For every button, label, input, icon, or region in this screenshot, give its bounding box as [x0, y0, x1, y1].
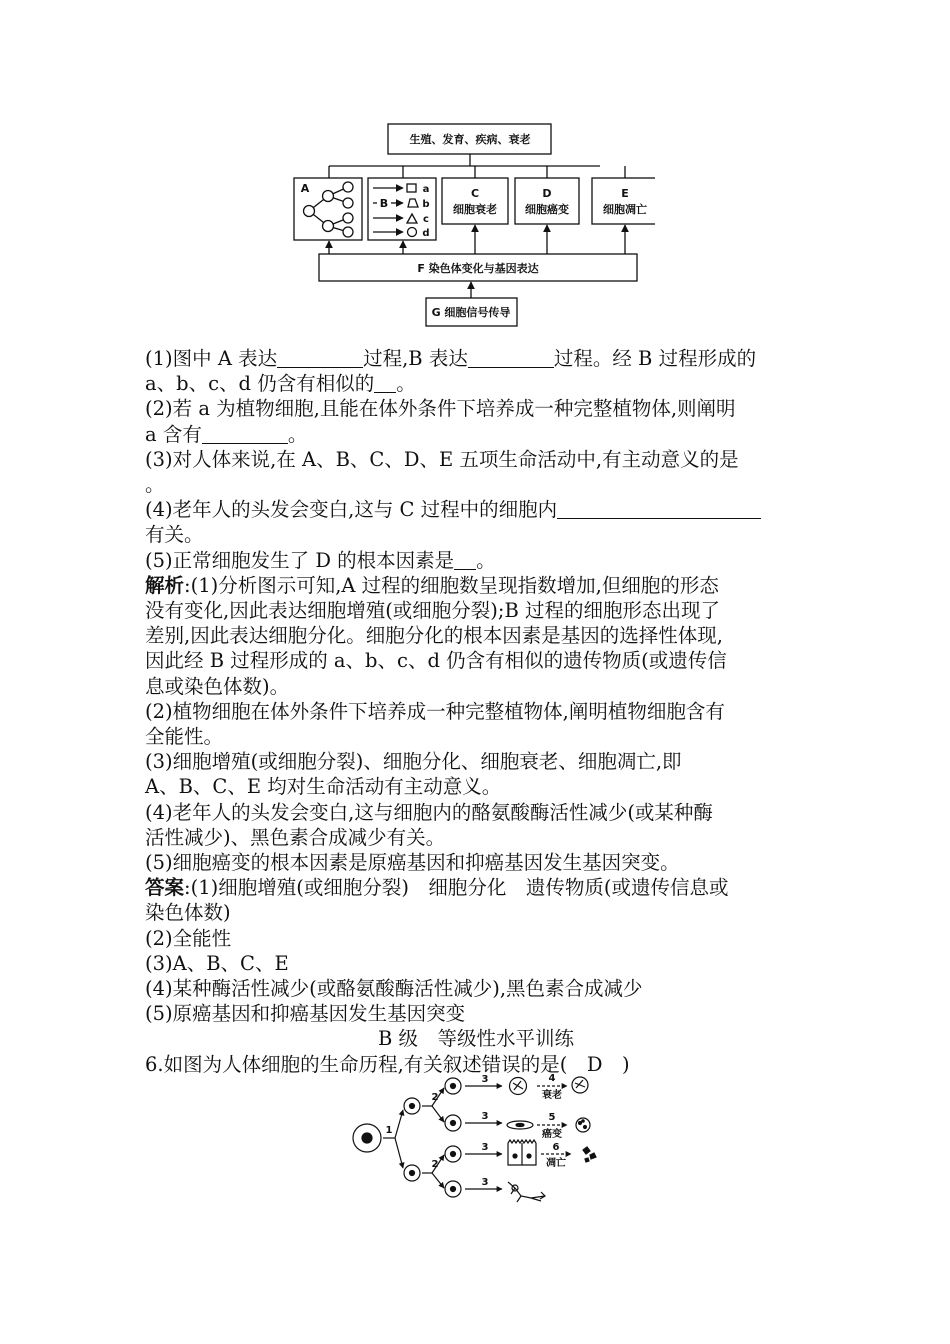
blank [454, 550, 476, 570]
q1-line1: (1)图中 A 表达 过程,B 表达 过程。经 B 过程形成的 [145, 347, 757, 370]
specialized-cell-2 [507, 1121, 533, 1129]
analysis-line11: 活性减少)、黑色素合成减少有关。 [145, 825, 446, 849]
blank [277, 348, 363, 368]
box-c-label: 细胞衰老 [453, 203, 497, 216]
label-3a: 3 [481, 1074, 489, 1085]
answer-line3: (2)全能性 [145, 926, 232, 950]
cell-life-diagram [285, 118, 655, 333]
label-cancer: 癌变 [542, 1129, 562, 1140]
answer-label: 答案 [145, 876, 185, 900]
aged-cell [572, 1077, 588, 1093]
blank [374, 373, 396, 393]
box-d-letter: D [542, 187, 552, 200]
box-e-letter: E [621, 187, 629, 200]
box-b-letter: B [379, 197, 389, 210]
cancer-cell [576, 1118, 590, 1132]
analysis-line12: (5)细胞癌变的根本因素是原癌基因和抑癌基因发生基因突变。 [145, 851, 680, 875]
box-e [592, 178, 655, 224]
analysis-line8: (3)细胞增殖(或细胞分裂)、细胞分化、细胞衰老、细胞凋亡,即 [145, 750, 682, 774]
apoptotic-bodies [583, 1147, 596, 1162]
box-c-letter: C [470, 187, 480, 200]
answer-line5: (4)某种酶活性减少(或酪氨酸酶活性减少),黑色素合成减少 [145, 977, 643, 1001]
answer-line1: 答案:(1)细胞增殖(或细胞分裂) 细胞分化 遗传物质(或遗传信息或 [145, 876, 729, 900]
analysis-line4: 因此经 B 过程形成的 a、b、c、d 仍含有相似的遗传物质(或遗传信 [145, 649, 727, 673]
label-2a: 2 [431, 1092, 439, 1103]
label-4: 4 [548, 1073, 556, 1084]
box-g-label: G 细胞信号传导 [431, 306, 511, 319]
q2-line1: (2)若 a 为植物细胞,且能在体外条件下培养成一种完整植物体,则阐明 [145, 397, 736, 421]
q4-line2: 有关。 [145, 523, 204, 547]
b-label-a: a [422, 184, 430, 195]
box-d-label: 细胞癌变 [525, 203, 569, 216]
analysis-line3: 差别,因此表达细胞分化。细胞分化的根本因素是基因的选择性体现, [145, 624, 723, 648]
q1-line2: a、b、c、d 仍含有相似的 。 [145, 372, 416, 396]
b-label-c: c [423, 214, 429, 225]
blank [202, 424, 288, 444]
answer-line4: (3)A、B、C、E [145, 951, 289, 975]
document-body [145, 346, 807, 1077]
q3-line1: (3)对人体来说,在 A、B、C、D、E 五项生命活动中,有主动意义的是 [145, 447, 739, 471]
label-3b: 3 [481, 1111, 489, 1122]
box-f-label: F 染色体变化与基因表达 [417, 262, 539, 275]
q3-line2: 。 [145, 473, 165, 497]
analysis-line5: 息或染色体数)。 [145, 674, 290, 698]
analysis-line9: A、B、C、E 均对生命活动有主动意义。 [145, 775, 502, 799]
label-1: 1 [385, 1125, 393, 1136]
label-6: 6 [552, 1142, 560, 1153]
specialized-cell-1 [510, 1078, 527, 1095]
analysis-line6: (2)植物细胞在体外条件下培养成一种完整植物体,阐明植物细胞含有 [145, 699, 725, 723]
blank [557, 499, 761, 519]
label-3c: 3 [481, 1142, 489, 1153]
label-2b: 2 [431, 1159, 439, 1170]
label-3d: 3 [481, 1177, 489, 1188]
original-cell [353, 1124, 381, 1152]
neuron-cell [508, 1182, 545, 1202]
b-label-d: d [422, 228, 430, 239]
q5: (5)正常细胞发生了 D 的根本因素是 。 [145, 548, 496, 572]
q2-line2: a 含有 。 [145, 422, 308, 446]
label-apoptosis: 凋亡 [546, 1158, 566, 1169]
question-6: 6.如图为人体细胞的生命历程,有关叙述错误的是( D ) [145, 1052, 630, 1076]
cell-gen2-bottom [404, 1165, 420, 1181]
differentiation-arrows [373, 184, 418, 237]
top-box-label: 生殖、发育、疾病、衰老 [409, 133, 531, 146]
box-a-letter: A [300, 182, 310, 195]
analysis-line10: (4)老年人的头发会变白,这与细胞内的酪氨酸酶活性减少(或某种酶 [145, 800, 713, 824]
analysis-line1: 解析:(1)分析图示可知,A 过程的细胞数呈现指数增加,但细胞的形态 [145, 573, 719, 597]
section-b-heading: B 级 等级性水平训练 [377, 1027, 575, 1051]
b-label-b: b [422, 199, 430, 210]
cell-life-course-figure [345, 1070, 615, 1206]
answer-line2: 染色体数) [145, 901, 231, 925]
analysis-label: 解析 [145, 573, 185, 597]
epithelial-cells [508, 1140, 536, 1165]
cell-gen3 [445, 1078, 461, 1197]
label-aging: 衰老 [542, 1090, 562, 1101]
box-c [442, 178, 508, 224]
box-e-label: 细胞凋亡 [603, 203, 647, 216]
answer-line6: (5)原癌基因和抑癌基因发生基因突变 [145, 1002, 466, 1026]
cell-gen2-top [404, 1098, 420, 1114]
q4-line1: (4)老年人的头发会变白,这与 C 过程中的细胞内 [145, 497, 807, 522]
box-d [515, 178, 579, 224]
analysis-line2: 没有变化,因此表达细胞增殖(或细胞分裂);B 过程的细胞形态出现了 [145, 599, 721, 623]
analysis-line7: 全能性。 [145, 725, 224, 749]
cell-division-tree [304, 182, 354, 237]
label-5: 5 [548, 1112, 556, 1123]
blank [468, 348, 554, 368]
